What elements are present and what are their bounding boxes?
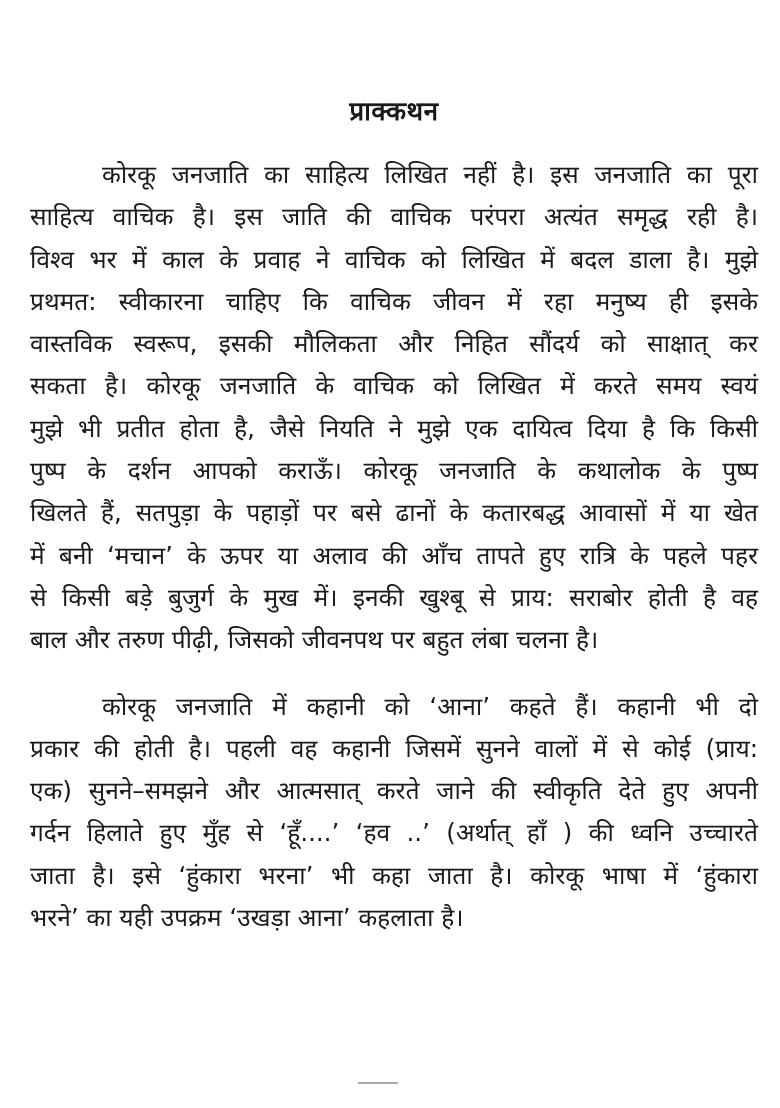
text-line: प्रकार की होती है। पहली वह कहानी जिसमें सुनने वालों में से कोई (प्राय:	[30, 733, 758, 763]
text-line: कोरकू जनजाति का साहित्य लिखित नहीं है। इस जनजाति का पूरा	[102, 160, 758, 189]
text-line: एक) सुनने–समझने और आत्मसात् करते जाने की स्वीकृति देते हुए अपनी	[30, 776, 758, 806]
paragraph-1	[30, 154, 758, 662]
page-title: प्राक्कथन	[349, 97, 439, 127]
text-line: भरने’ का यही उपक्रम ‘उखड़ा आना’ कहलाता है।	[30, 903, 464, 933]
text-line: जाता है। इसे ‘हुंकारा भरना’ भी कहा जाता है। कोरकू भाषा में ‘हुंकारा	[30, 860, 758, 890]
document-page	[30, 92, 758, 939]
page-edge-mark	[358, 1082, 398, 1084]
text-line: विश्व भर में काल के प्रवाह ने वाचिक को लिखित में बदल डाला है। मुझे	[30, 244, 758, 274]
text-line: गर्दन हिलाते हुए मुँह से ‘हूँ....’ ‘हव ..’ (अर्थात् हाँ ) की ध्वनि उच्चारते	[30, 818, 758, 848]
text-line: प्रथमत: स्वीकारना चाहिए कि वाचिक जीवन में रहा मनुष्य ही इसके	[30, 286, 758, 316]
text-line: कोरकू जनजाति में कहानी को ‘आना’ कहते हैं। कहानी भी दो	[102, 691, 758, 721]
text-line: साहित्य वाचिक है। इस जाति की वाचिक परंपरा अत्यंत समृद्ध रही है।	[30, 202, 758, 232]
text-line: पुष्प के दर्शन आपको कराऊँ। कोरकू जनजाति के कथालोक के पुष्प	[30, 456, 758, 486]
text-line: वास्तविक स्वरूप, इसकी मौलिकता और निहित सौंदर्य को साक्षात् कर	[30, 329, 758, 359]
text-line: खिलते हैं, सतपुड़ा के पहाड़ों पर बसे ढानों के कतारबद्ध आवासों में या खेत	[30, 498, 758, 528]
text-line: मुझे भी प्रतीत होता है, जैसे नियति ने मुझे एक दायित्व दिया है कि किसी	[30, 413, 758, 443]
text-line: में बनी ‘मचान’ के ऊपर या अलाव की आँच तापते हुए रात्रि के पहले पहर	[30, 540, 758, 570]
text-line: बाल और तरुण पीढ़ी, जिसको जीवनपथ पर बहुत लंबा चलना है।	[30, 625, 599, 655]
paragraph-2	[30, 686, 758, 940]
text-line: से किसी बड़े बुजुर्ग के मुख में। इनकी खुश्बू से प्राय: सराबोर होती है वह	[30, 582, 758, 612]
text-line: सकता है। कोरकू जनजाति के वाचिक को लिखित में करते समय स्वयं	[30, 371, 758, 401]
